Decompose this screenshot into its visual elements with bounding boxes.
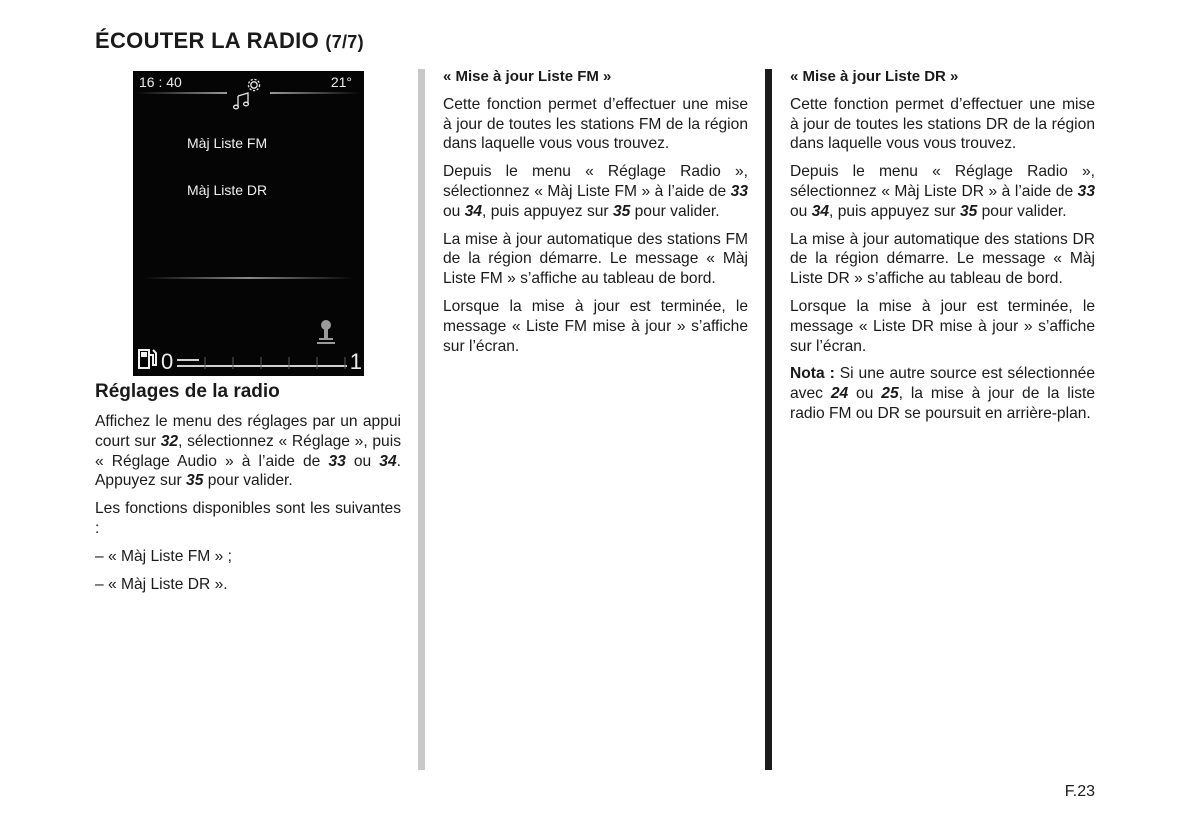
list-item: – « Màj Liste FM » ; (95, 547, 232, 565)
fuel-pump-icon (137, 347, 159, 371)
page-number: F.23 (1064, 783, 1095, 800)
music-settings-icon (229, 76, 265, 112)
paragraph: Cette fonction permet d’effectuer une mise à jour de toutes les stations DR de la région dans laquelle vous vous trouvez. (790, 95, 1095, 153)
control-ref-number: 35 (186, 472, 204, 490)
column-dr-update (790, 67, 1095, 432)
control-ref-number: 34 (379, 452, 397, 470)
display-divider-left (137, 92, 227, 94)
column-fm-update (443, 67, 748, 364)
gear-shift-icon (315, 319, 337, 347)
control-ref-number: 25 (881, 385, 899, 403)
display-temperature: 21° (330, 74, 352, 90)
page-title-part: (7/7) (325, 32, 364, 52)
column-separator-light (418, 69, 425, 770)
display-menu-item-fm: Màj Liste FM (187, 135, 268, 151)
section-heading-dr: « Mise à jour Liste DR » (790, 68, 959, 85)
column-separator-dark (765, 69, 772, 770)
fuel-gauge-min: 0 (161, 349, 174, 374)
control-ref-number: 35 (612, 202, 631, 220)
section-heading-radio-settings: Réglages de la radio (95, 381, 280, 402)
control-ref-number: 34 (811, 202, 830, 220)
list-item: – « Màj Liste DR ». (95, 575, 228, 593)
paragraph: Depuis le menu « Réglage Radio », sélectionnez « Màj Liste FM » à l’aide de 33 ou 34, puis appuyez sur 35 pour valider. (443, 163, 748, 220)
paragraph: Les fonctions disponibles sont les suivantes : (95, 500, 401, 537)
control-ref-number: 24 (830, 385, 849, 403)
section-heading-fm: « Mise à jour Liste FM » (443, 68, 612, 85)
control-ref-number: 35 (959, 202, 978, 220)
display-divider-right (270, 92, 360, 94)
display-time: 16 : 40 (139, 74, 182, 90)
display-divider-middle (143, 277, 354, 279)
note-label: Nota : (790, 365, 835, 383)
note-paragraph: Nota : Si une autre source est sélectionnée avec 24 ou 25, la mise à jour de la liste radio FM ou DR se poursuit en arrière-plan. (790, 365, 1095, 422)
dashboard-display (133, 71, 364, 376)
page-title-text: ÉCOUTER LA RADIO (95, 28, 319, 53)
control-ref-number: 32 (160, 432, 179, 450)
paragraph: La mise à jour automatique des stations DR de la région démarre. Le message « Màj Liste DR » s’affiche au tableau de bord. (790, 230, 1095, 288)
fuel-gauge-bar (177, 355, 347, 371)
paragraph: Affichez le menu des réglages par un appui court sur 32, sélectionnez « Réglage », puis « Réglage Audio » à l’aide de 33 ou 34. Appuyez sur 35 pour valider. (95, 413, 401, 490)
control-ref-number: 33 (1077, 182, 1095, 200)
control-ref-number: 33 (328, 452, 346, 470)
paragraph: La mise à jour automatique des stations FM de la région démarre. Le message « Màj Liste FM » s’affiche au tableau de bord. (443, 230, 748, 288)
column-settings (95, 412, 401, 602)
fuel-gauge-max: 1 (349, 349, 362, 374)
control-ref-number: 33 (730, 182, 748, 200)
paragraph: Lorsque la mise à jour est terminée, le message « Liste DR mise à jour » s’affiche sur l’écran. (790, 297, 1095, 355)
control-ref-number: 34 (464, 202, 483, 220)
display-menu-item-dr: Màj Liste DR (187, 182, 268, 198)
page-title (95, 28, 364, 54)
paragraph: Cette fonction permet d’effectuer une mise à jour de toutes les stations FM de la région dans laquelle vous vous trouvez. (443, 95, 748, 153)
paragraph: Depuis le menu « Réglage Radio », sélectionnez « Màj Liste DR » à l’aide de 33 ou 34, puis appuyez sur 35 pour valider. (790, 163, 1095, 220)
paragraph: Lorsque la mise à jour est terminée, le message « Liste FM mise à jour » s’affiche sur l’écran. (443, 297, 748, 355)
